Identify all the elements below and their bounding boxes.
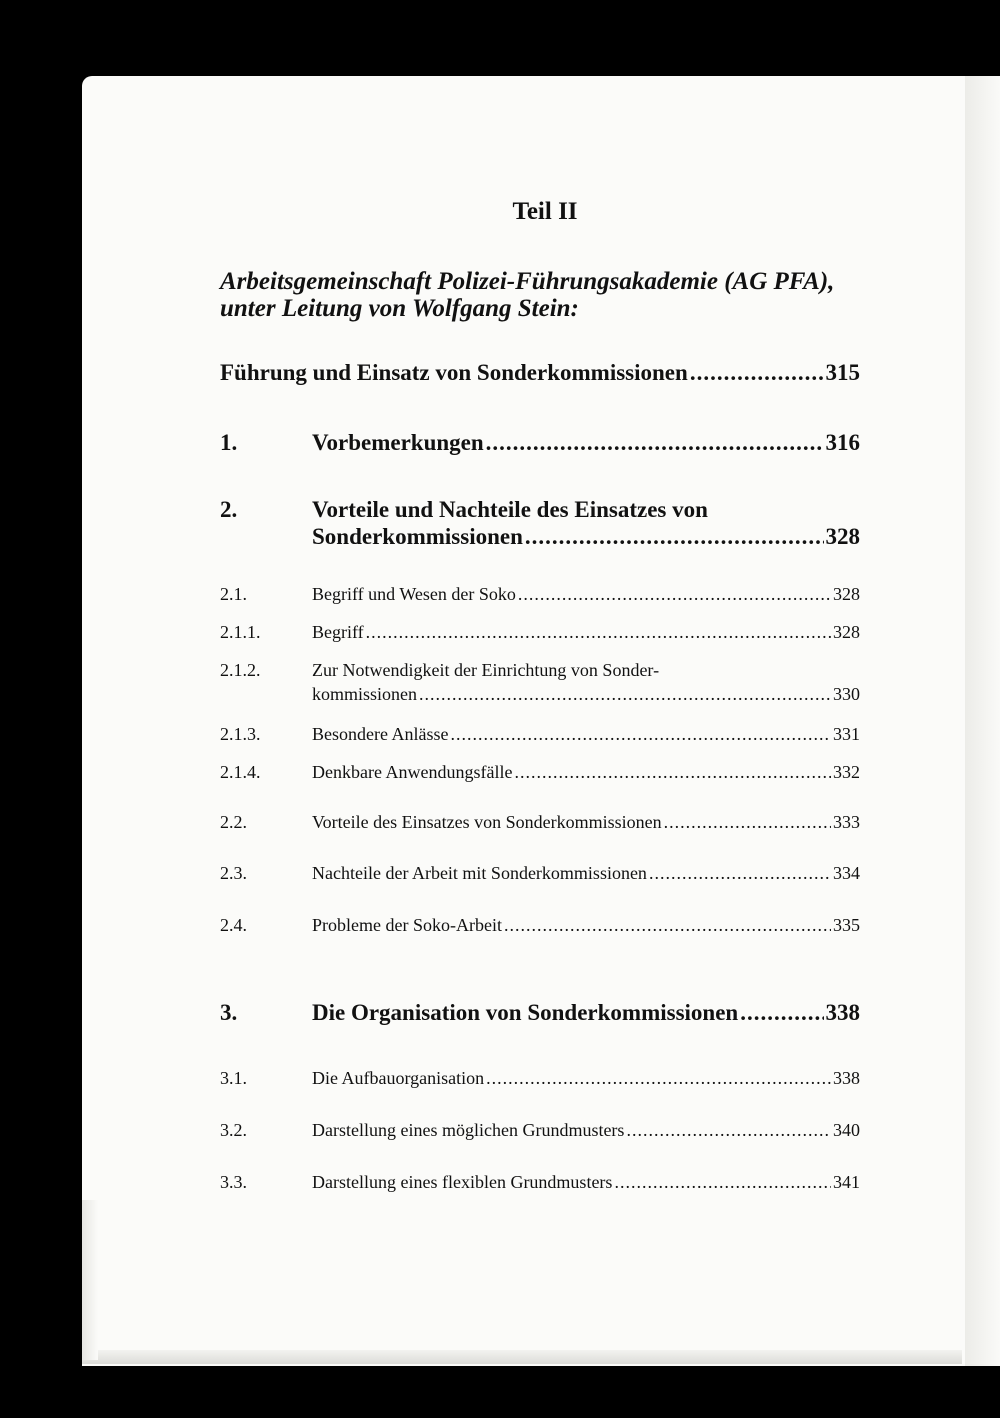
leader-dots [518,584,831,605]
toc-page-number: 335 [833,915,860,935]
toc-page-number: 334 [833,863,860,883]
toc-title: Die Aufbauorganisation [312,1068,485,1088]
toc-entry-3[interactable] [220,1000,860,1026]
toc-entry-3-1[interactable] [220,1068,860,1089]
toc-page-number: 328 [833,584,860,604]
leader-dots [690,360,824,386]
toc-main-title: Führung und Einsatz von Sonderkommissionen [220,360,688,385]
toc-page-number: 331 [833,724,860,744]
toc-page-number: 340 [833,1120,860,1140]
next-page-edge [965,76,1000,1366]
toc-page-number: 338 [825,1000,860,1025]
toc-entry-2[interactable] [220,497,860,557]
toc-title: Begriff [312,622,364,642]
leader-dots [649,863,831,884]
page-stack-edge [82,1350,962,1364]
toc-entry-2-2[interactable] [220,812,860,833]
subtitle-line-2: unter Leitung von Wolfgang Stein: [220,295,579,322]
toc-title: Probleme der Soko-Arbeit [312,915,502,935]
toc-number: 3.2. [220,1120,247,1140]
toc-page-number: 328 [833,622,860,642]
toc-number: 2.1.3. [220,724,261,744]
toc-title: Besondere Anlässe [312,724,449,744]
leader-dots [504,915,831,936]
toc-number: 2. [220,497,238,522]
toc-page-number: 332 [833,762,860,782]
section-subtitle [220,268,860,322]
toc-title: Begriff und Wesen der Soko [312,584,516,604]
toc-number: 2.1.4. [220,762,261,782]
toc-title-line-1: Zur Notwendigkeit der Einrichtung von Sonder- [312,660,660,680]
toc-title: Vorbemerkungen [312,430,484,455]
leader-dots [419,684,831,705]
toc-number: 2.3. [220,863,247,883]
leader-dots [525,524,824,550]
toc-entry-2-1-2[interactable] [220,660,860,710]
toc-entry-2-3[interactable] [220,863,860,884]
leader-dots [486,1068,831,1089]
leader-dots [740,1000,823,1026]
toc-number: 3.3. [220,1172,247,1192]
toc-entry-3-3[interactable] [220,1172,860,1193]
toc-page-number: 338 [833,1068,860,1088]
leader-dots [626,1120,831,1141]
toc-page-number: 341 [833,1172,860,1192]
toc-title-line-1: Vorteile und Nachteile des Einsatzes von [312,497,708,522]
toc-number: 2.1.1. [220,622,261,642]
leader-dots [614,1172,831,1193]
part-title: Teil II [512,198,578,225]
toc-number: 2.1.2. [220,660,261,680]
toc-page-number: 315 [825,360,860,385]
toc-entry-2-1-1[interactable] [220,622,860,643]
toc-entry-1[interactable] [220,430,860,456]
leader-dots [450,724,831,745]
toc-page-number: 316 [825,430,860,455]
subtitle-line-1: Arbeitsgemeinschaft Polizei-Führungsakademie (AG PFA), [220,268,835,295]
toc-title: Denkbare Anwendungsfälle [312,762,513,782]
toc-number: 3.1. [220,1068,247,1088]
leader-dots [514,762,831,783]
toc-number: 2.4. [220,915,247,935]
toc-main-entry[interactable] [220,360,860,386]
toc-number: 2.1. [220,584,247,604]
toc-entry-3-2[interactable] [220,1120,860,1141]
toc-page-number: 333 [833,812,860,832]
toc-entry-2-1-3[interactable] [220,724,860,745]
toc-title: Die Organisation von Sonderkommissionen [312,1000,739,1025]
toc-page-number: 328 [825,524,860,549]
toc-title: Darstellung eines möglichen Grundmusters [312,1120,625,1140]
toc-entry-2-1-4[interactable] [220,762,860,783]
toc-page-number: 330 [833,684,860,704]
toc-number: 2.2. [220,812,247,832]
leader-dots [664,812,831,833]
toc-title-line-2: Sonderkommissionen [312,524,523,549]
toc-entry-2-1[interactable] [220,584,860,605]
leader-dots [486,430,824,456]
toc-title: Darstellung eines flexiblen Grundmusters [312,1172,613,1192]
toc-title: Vorteile des Einsatzes von Sonderkommissionen [312,812,662,832]
toc-title: Nachteile der Arbeit mit Sonderkommissionen [312,863,647,883]
toc-title-line-2: kommissionen [312,684,418,704]
toc-number: 1. [220,430,238,455]
toc-number: 3. [220,1000,238,1025]
toc-entry-2-4[interactable] [220,915,860,936]
page-stack-edge-left [82,1200,98,1360]
leader-dots [366,622,831,643]
